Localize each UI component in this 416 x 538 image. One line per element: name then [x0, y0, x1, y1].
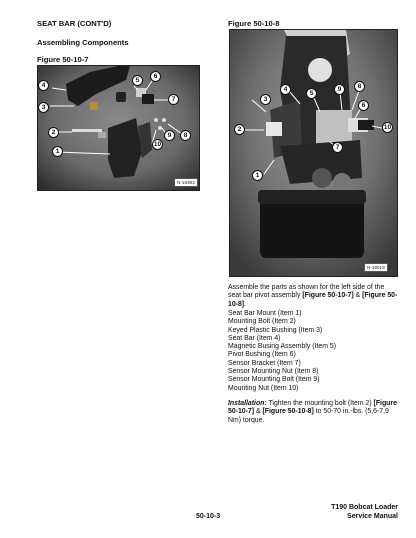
page-number: 50-10-3: [196, 513, 221, 520]
callout-7: 7: [332, 142, 343, 153]
callout-8: 8: [354, 81, 365, 92]
parts-list: [228, 310, 398, 393]
exploded-parts-illustration: [38, 66, 199, 190]
list-item: Seat Bar (Item 4): [228, 334, 281, 342]
list-item: Pivot Bushing (Item 6): [228, 351, 296, 359]
list-item: Mounting Nut (Item 10): [228, 384, 299, 392]
callout-5: 5: [132, 75, 143, 86]
installation-note: Installation: Tighten the mounting bolt (Item 2) [Figure 50-10-7] & [Figure 50-10-8] to 50-70 in.-lbs. (5,6-7,9 Nm) torque.: [228, 400, 397, 424]
callout-9: 9: [334, 84, 345, 95]
list-item: Mounting Bolt (Item 2): [228, 318, 296, 326]
subsection-title: Assembling Components: [37, 38, 129, 47]
callout-1: 1: [52, 146, 63, 157]
figure-ref-link[interactable]: [Figure 50-10-8]: [262, 408, 314, 416]
assembled-pivot-illustration: [230, 30, 397, 276]
figure-50-10-7-photo: [37, 65, 200, 191]
callout-6: 6: [150, 71, 161, 82]
figure-ref-link[interactable]: [Figure 50-10-7]: [228, 400, 397, 416]
callout-10: 10: [153, 141, 162, 148]
figure-tag: N-19019: [364, 263, 388, 272]
figure-left-label: Figure 50-10-7: [37, 55, 89, 64]
callout-6: 6: [358, 100, 369, 111]
figure-ref-link[interactable]: [Figure 50-10-8]: [228, 292, 398, 308]
figure-tag: N-19393: [174, 178, 198, 187]
list-item: Magnetic Busing Assembly (Item 5): [228, 343, 336, 351]
list-item: Sensor Mounting Bolt (Item 9): [228, 376, 320, 384]
list-item: Keyed Plastic Bushing (Item 3): [228, 326, 323, 334]
callout-1: 1: [252, 170, 263, 181]
list-item: Seat Bar Mount (Item 1): [228, 310, 302, 317]
callout-10: 10: [383, 124, 392, 131]
figure-50-10-8-photo: [229, 29, 398, 277]
installation-label: Installation:: [228, 400, 267, 407]
callout-8: 8: [180, 130, 191, 141]
intro-paragraph: Assemble the parts as shown for the left side of the seat bar pivot assembly [Figure 50-10-7] & [Figure 50-10-8].: [228, 284, 398, 308]
figure-right-label: Figure 50-10-8: [228, 19, 280, 28]
callout-9: 9: [164, 130, 175, 141]
callout-3: 3: [38, 102, 49, 113]
list-item: Sensor Mounting Nut (Item 8): [228, 368, 319, 376]
callout-5: 5: [306, 88, 317, 99]
list-item: Sensor Bracket (Item 7): [228, 359, 301, 367]
section-title: SEAT BAR (CONT'D): [37, 19, 112, 28]
footer-product: T190 Bobcat Loader: [331, 504, 398, 511]
callout-7: 7: [168, 94, 179, 105]
callout-4: 4: [38, 80, 49, 91]
callout-4: 4: [280, 84, 291, 95]
callout-2: 2: [48, 127, 59, 138]
callout-3: 3: [260, 94, 271, 105]
figure-ref-link[interactable]: [Figure 50-10-7]: [302, 292, 354, 300]
callout-2: 2: [234, 124, 245, 135]
footer-manual: Service Manual: [347, 513, 398, 520]
